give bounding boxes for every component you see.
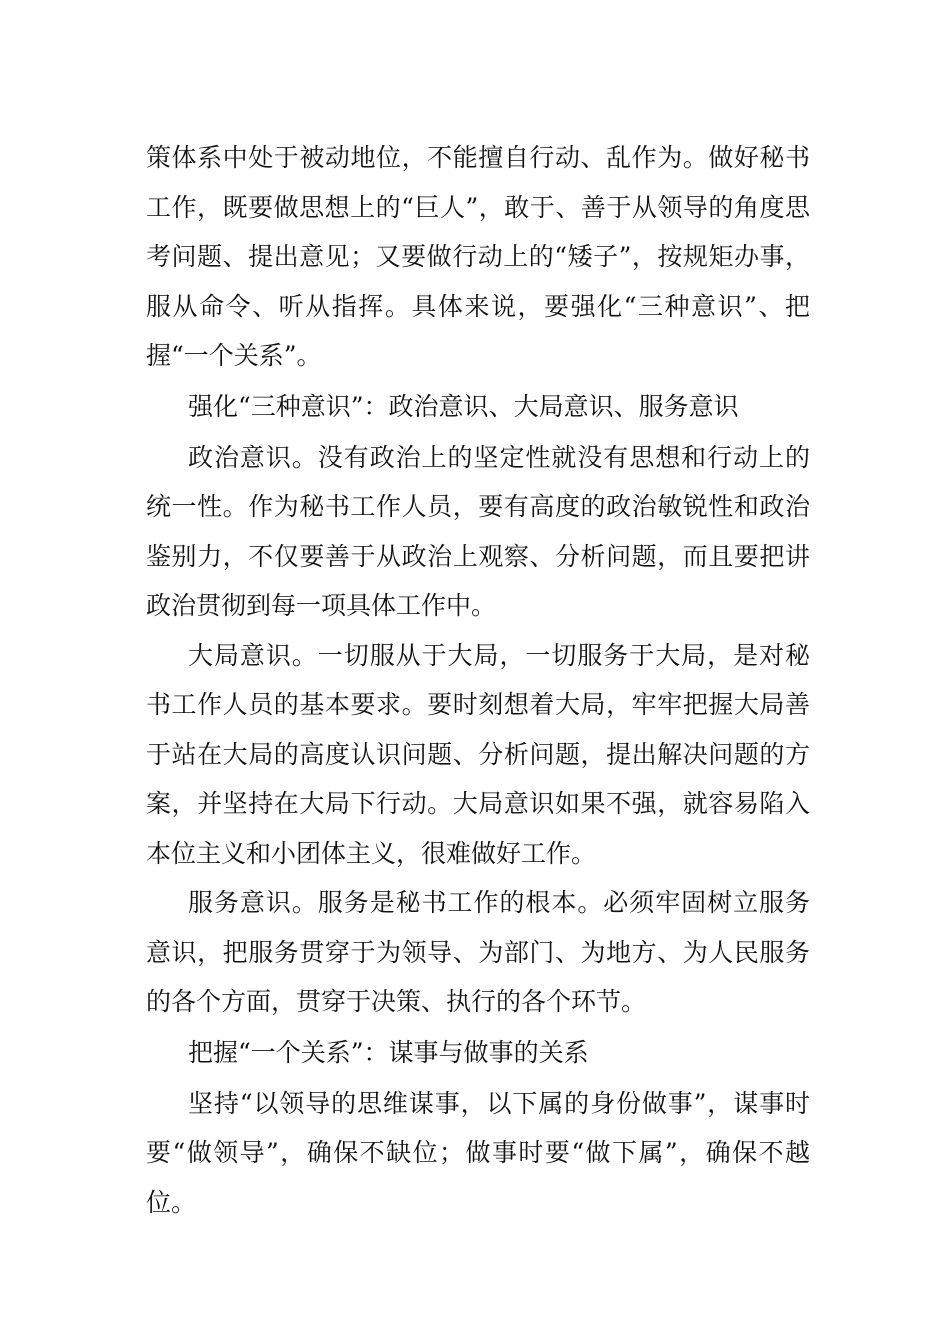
document-body <box>146 133 810 1227</box>
paragraph-overall-awareness: 大局意识。一切服从于大局，一切服务于大局，是对秘书工作人员的基本要求。要时刻想着大局，牢牢把握大局善于站在大局的高度认识问题、分析问题，提出解决问题的方案，并坚持在大局下行动。大局意识如果不强，就容易陷入本位主义和小团体主义，很难做好工作。 <box>146 640 810 868</box>
paragraph-service-awareness: 服务意识。服务是秘书工作的根本。必须牢固树立服务意识，把服务贯穿于为领导、为部门、为地方、为人民服务的各个方面，贯穿于决策、执行的各个环节。 <box>146 888 810 1016</box>
section-heading-three-awareness: 强化“三种意识”：政治意识、大局意识、服务意识 <box>188 391 739 421</box>
section-heading-one-relationship: 把握“一个关系”：谋事与做事的关系 <box>188 1037 589 1067</box>
paragraph-planning-and-doing: 坚持“以领导的思维谋事，以下属的身份做事”，谋事时要“做领导”，确保不缺位；做事时要“做下属”，确保不越位。 <box>146 1088 810 1217</box>
paragraph-political-awareness: 政治意识。没有政治上的坚定性就没有思想和行动上的统一性。作为秘书工作人员，要有高度的政治敏锐性和政治鉴别力，不仅要善于从政治上观察、分析问题，而且要把讲政治贯彻到每一项具体工作中。 <box>146 442 810 620</box>
paragraph-continuation: 策体系中处于被动地位，不能擅自行动、乱作为。做好秘书工作，既要做思想上的“巨人”，敢于、善于从领导的角度思考问题、提出意见；又要做行动上的“矮子”，按规矩办事，服从命令、听从指挥。具体来说，要强化“三种意识”、把握“一个关系”。 <box>146 143 810 370</box>
